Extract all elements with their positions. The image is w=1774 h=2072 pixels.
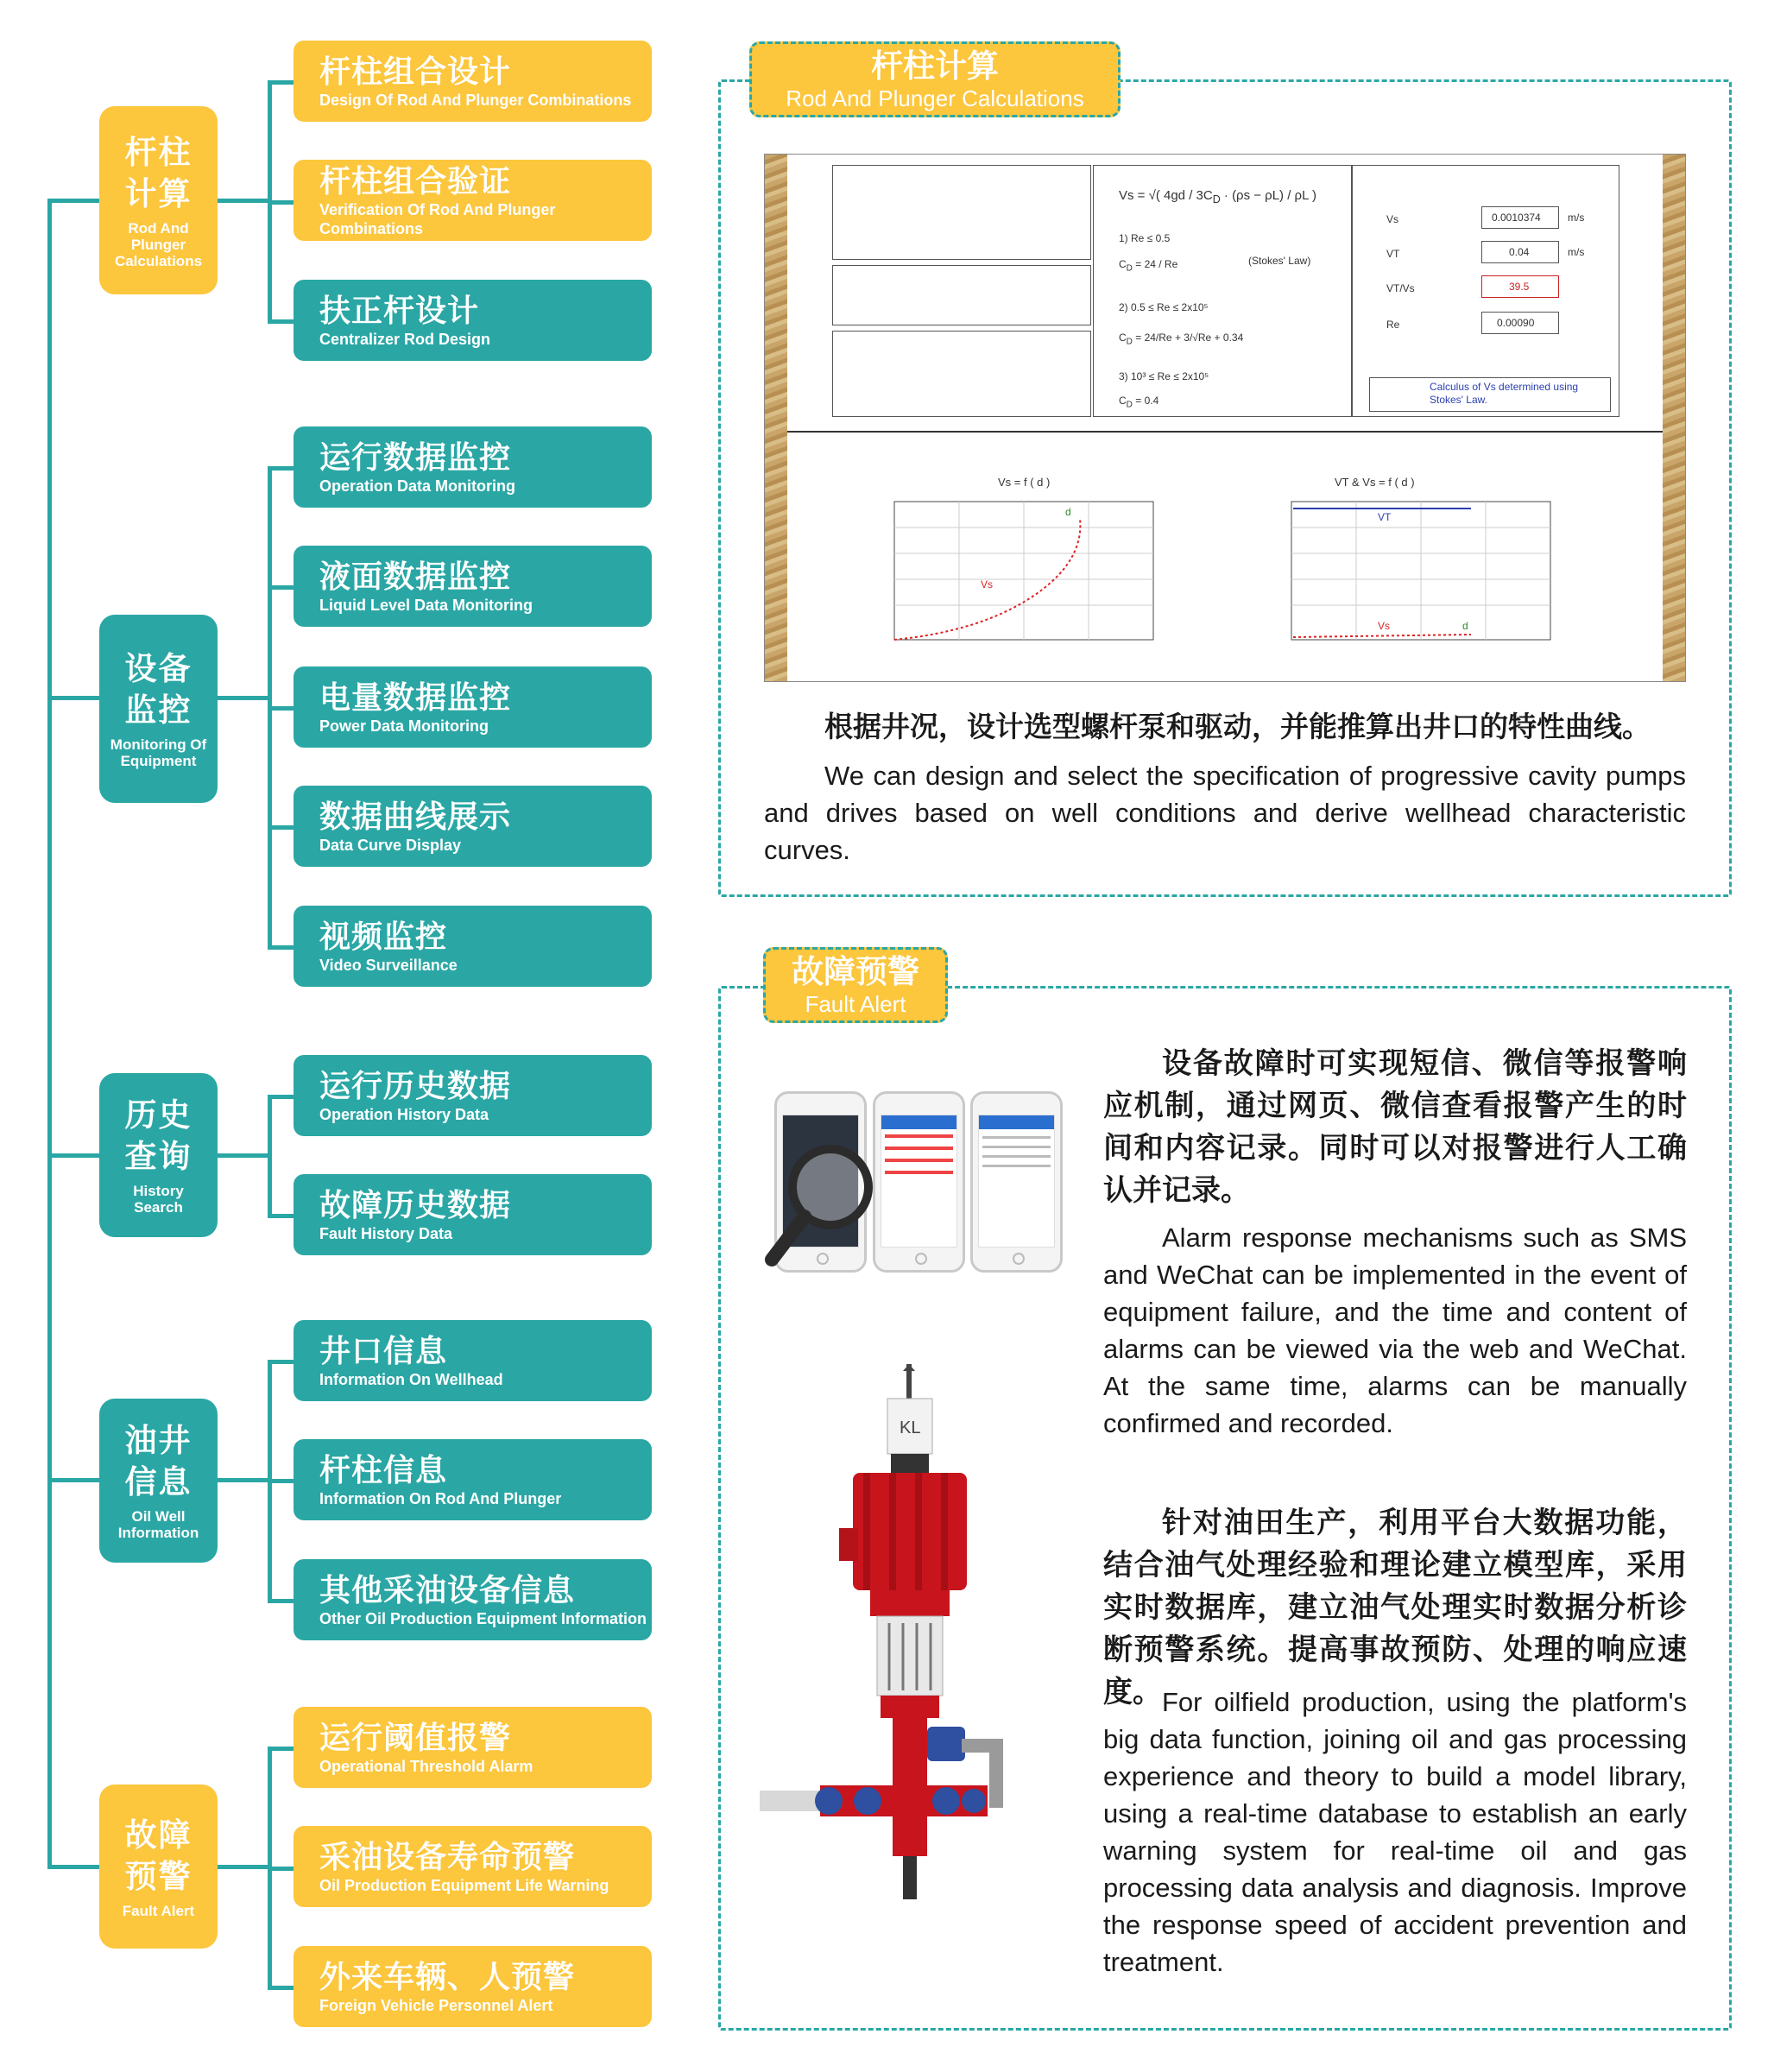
- item-subtitle: Power Data Monitoring: [319, 717, 489, 735]
- d-label: d: [1065, 506, 1071, 518]
- category-rod-plunger-calculations[interactable]: [99, 106, 218, 294]
- rod-plunger-calc-tag: [749, 41, 1121, 117]
- category-title: 杆柱: [124, 134, 193, 170]
- item-subtitle: Information On Rod And Plunger: [319, 1490, 562, 1507]
- result-label: Re: [1386, 319, 1400, 331]
- category-title: 预警: [124, 1858, 193, 1894]
- tree-connector: [268, 825, 295, 830]
- vs-series-label: Vs: [1378, 620, 1391, 632]
- tree-connector: [268, 1747, 295, 1751]
- item-data-curve-display[interactable]: [294, 786, 652, 867]
- item-subtitle: Operational Threshold Alarm: [319, 1758, 533, 1775]
- magnifier-icon: [760, 1135, 881, 1273]
- formula-text: $C_D = 24 / Re$: [1119, 258, 1178, 274]
- category-title: 设备: [124, 651, 193, 686]
- tree-connector: [268, 585, 295, 590]
- item-rod-plunger-verification[interactable]: [294, 160, 652, 241]
- tree-connector: [47, 199, 101, 203]
- phone-mockup: [970, 1091, 1063, 1273]
- item-centralizer-rod-design[interactable]: [294, 280, 652, 361]
- item-title: 视频监控: [319, 919, 448, 954]
- item-operation-data-monitoring[interactable]: [294, 426, 652, 508]
- vt-vs-chart: [1248, 493, 1559, 657]
- vt-series-label: VT: [1378, 511, 1392, 523]
- result-label: VT/Vs: [1386, 282, 1415, 294]
- item-title: 杆柱信息: [319, 1452, 448, 1488]
- panel-subtitle: Rod And Plunger Calculations: [786, 85, 1084, 111]
- wellhead-equipment-illustration: [742, 1364, 1036, 1899]
- tree-connector: [268, 1986, 295, 1990]
- tree-connector: [268, 945, 295, 950]
- chart-title: VT & Vs = f ( d ): [1335, 476, 1415, 489]
- sand-texture-left: [765, 155, 787, 681]
- item-equipment-life-warning[interactable]: [294, 1826, 652, 1907]
- category-title: 计算: [124, 175, 193, 212]
- fault-alert-tag: [763, 947, 948, 1023]
- item-subtitle: Verification Of Rod And Plunger Combinations: [319, 201, 556, 237]
- item-title: 运行历史数据: [319, 1068, 512, 1103]
- item-wellhead-information[interactable]: [294, 1320, 652, 1401]
- item-title: 运行阈值报警: [319, 1720, 512, 1755]
- item-liquid-level-monitoring[interactable]: [294, 546, 652, 627]
- panel-title: 故障预警: [792, 954, 919, 989]
- result-label: VT: [1386, 248, 1400, 260]
- item-power-data-monitoring[interactable]: [294, 666, 652, 748]
- item-title: 杆柱组合设计: [319, 54, 512, 89]
- item-fault-history-data[interactable]: [294, 1174, 652, 1255]
- formula-text: 3) 10³ ≤ Re ≤ 2x10⁵: [1119, 370, 1209, 382]
- stokes-label: (Stokes' Law): [1248, 255, 1311, 267]
- tree-connector: [268, 200, 295, 205]
- category-history-search[interactable]: [99, 1073, 218, 1237]
- item-title: 外来车辆、人预警: [319, 1959, 576, 1994]
- formula-text: 1) Re ≤ 0.5: [1119, 232, 1171, 244]
- tree-connector: [268, 466, 295, 471]
- tree-connector: [47, 1478, 101, 1482]
- tree-connector: [47, 1153, 101, 1158]
- item-subtitle: Operation History Data: [319, 1106, 489, 1123]
- tree-connector: [216, 696, 269, 700]
- item-video-surveillance[interactable]: [294, 906, 652, 987]
- item-subtitle: Design Of Rod And Plunger Combinations: [319, 92, 632, 109]
- tree-connector: [216, 1153, 269, 1158]
- category-title: 故障: [124, 1816, 193, 1853]
- item-title: 井口信息: [319, 1333, 448, 1368]
- calc-description-en: We can design and select the specification of progressive cavity pumps and drives based on well conditions and derive wellhead characteristic curves.: [764, 761, 1686, 865]
- item-title: 采油设备寿命预警: [319, 1839, 576, 1874]
- item-subtitle: Fault History Data: [319, 1225, 453, 1242]
- phone-mockup: [873, 1091, 965, 1273]
- item-subtitle: Oil Production Equipment Life Warning: [319, 1877, 609, 1894]
- tree-connector: [268, 1599, 295, 1603]
- category-oil-well-information[interactable]: [99, 1399, 218, 1563]
- item-subtitle: Information On Wellhead: [319, 1371, 503, 1388]
- category-title: 历史: [124, 1097, 193, 1133]
- calc-description-zh: 根据井况，设计选型螺杆泵和驱动，并能推算出井口的特性曲线。: [824, 711, 1651, 742]
- tree-connector: [268, 1095, 272, 1218]
- item-operational-threshold-alarm[interactable]: [294, 1707, 652, 1788]
- item-subtitle: Liquid Level Data Monitoring: [319, 597, 533, 614]
- form-box: [832, 331, 1091, 417]
- category-title: 监控: [124, 692, 193, 728]
- category-subtitle: Rod And Plunger Calculations: [114, 219, 203, 269]
- tree-connector: [216, 1478, 269, 1482]
- item-subtitle: Operation Data Monitoring: [319, 477, 515, 495]
- tree-connector: [216, 1865, 269, 1869]
- result-label: Vs: [1386, 213, 1399, 225]
- fault-alert-description-zh: 设备故障时可实现短信、微信等报警响应机制，通过网页、微信查看报警产生的时间和内容记录。同时可以对报警进行人工确认并记录。: [1103, 1047, 1687, 1207]
- formula-text: $C_D = 24/Re + 3/√Re + 0.34$: [1119, 332, 1244, 347]
- ratio-result-value: 39.5: [1509, 281, 1530, 293]
- tree-connector: [47, 1865, 101, 1869]
- vt-result-unit: m/s: [1568, 246, 1585, 258]
- tree-connector: [268, 706, 295, 711]
- divider-line: [787, 431, 1663, 433]
- item-title: 杆柱组合验证: [319, 163, 512, 199]
- item-title: 电量数据监控: [319, 679, 512, 715]
- category-title: 查询: [124, 1139, 193, 1174]
- category-subtitle: History Search: [133, 1183, 184, 1216]
- form-box: [832, 165, 1091, 260]
- category-fault-alert[interactable]: [99, 1785, 218, 1949]
- item-subtitle: Other Oil Production Equipment Information: [319, 1610, 647, 1627]
- wellhead-label: KL: [900, 1418, 921, 1437]
- formula-text: Vs = √( $4gd / 3C_D \cdot (\rho s - \rho L) / \rho L$ ): [1119, 188, 1317, 205]
- item-title: 故障历史数据: [319, 1187, 512, 1222]
- vt-result-value: 0.04: [1509, 246, 1530, 258]
- category-title: 油井: [124, 1423, 193, 1458]
- vs-result-unit: m/s: [1568, 212, 1585, 224]
- item-subtitle: Data Curve Display: [319, 837, 462, 854]
- item-subtitle: Video Surveillance: [319, 957, 458, 974]
- panel-subtitle: Fault Alert: [805, 991, 906, 1017]
- tree-trunk: [47, 199, 52, 1869]
- d-label: d: [1462, 620, 1468, 632]
- tree-connector: [47, 696, 101, 700]
- bigdata-description-zh: 针对油田生产，利用平台大数据功能，结合油气处理经验和理论建立模型库，采用实时数据库，建立油气处理实时数据分析诊断预警系统。提高事故预防、处理的响应速度。: [1103, 1507, 1687, 1709]
- item-title: 其他采油设备信息: [319, 1572, 576, 1608]
- category-subtitle: Fault Alert: [122, 1902, 195, 1919]
- vs-curve-chart: [851, 493, 1162, 657]
- panel-title: 杆柱计算: [871, 48, 999, 84]
- category-subtitle: Monitoring Of Equipment: [110, 736, 207, 769]
- bigdata-description-en: For oilfield production, using the platform's big data function, joining oil and gas processing experience and theory to build a model library, using a real-time database to establish an early warning system for real-time oil and gas processing data analysis and diagnosis. Improve the response speed of accident prevention and treatment.: [1103, 1687, 1687, 1977]
- tree-connector: [268, 1360, 295, 1364]
- item-foreign-vehicle-alert[interactable]: [294, 1946, 652, 2027]
- formula-text: $C_D = 0.4$: [1119, 395, 1159, 410]
- form-box: [832, 265, 1091, 325]
- item-rod-plunger-design[interactable]: [294, 41, 652, 122]
- tree-connector: [268, 319, 295, 324]
- fault-alert-description-en: Alarm response mechanisms such as SMS and WeChat can be implemented in the event of equipment failure, and the time and content of alarms can be viewed via the web and WeChat. At the same time, alarms can be manually confirmed and recorded.: [1103, 1222, 1687, 1438]
- item-other-equipment-information[interactable]: [294, 1559, 652, 1640]
- item-operation-history-data[interactable]: [294, 1055, 652, 1136]
- item-title: 液面数据监控: [319, 559, 512, 594]
- tree-connector: [268, 1867, 295, 1871]
- item-title: 运行数据监控: [319, 439, 512, 475]
- re-result-value: 0.00090: [1497, 317, 1535, 329]
- tree-connector: [268, 1479, 295, 1483]
- item-subtitle: Centralizer Rod Design: [319, 331, 491, 348]
- tree-connector: [268, 1214, 295, 1218]
- sand-texture-right: [1663, 155, 1685, 681]
- calculation-screenshot: [764, 154, 1686, 682]
- item-subtitle: Foreign Vehicle Personnel Alert: [319, 1997, 553, 2014]
- vs-result-value: 0.0010374: [1492, 212, 1541, 224]
- item-title: 数据曲线展示: [319, 799, 512, 834]
- item-title: 扶正杆设计: [319, 293, 480, 328]
- tree-connector: [268, 1095, 295, 1099]
- comment-text: Calculus of Vs determined using Stokes' Law.: [1430, 381, 1579, 406]
- vs-series-label: Vs: [981, 578, 994, 591]
- tree-connector: [268, 80, 295, 85]
- category-subtitle: Oil Well Information: [117, 1508, 199, 1541]
- chart-title: Vs = f ( d ): [998, 476, 1051, 489]
- category-title: 信息: [124, 1464, 193, 1500]
- tree-connector: [216, 199, 269, 203]
- formula-text: 2) 0.5 ≤ Re ≤ 2x10⁵: [1119, 301, 1209, 313]
- category-equipment-monitoring[interactable]: [99, 615, 218, 803]
- item-rod-plunger-information[interactable]: [294, 1439, 652, 1520]
